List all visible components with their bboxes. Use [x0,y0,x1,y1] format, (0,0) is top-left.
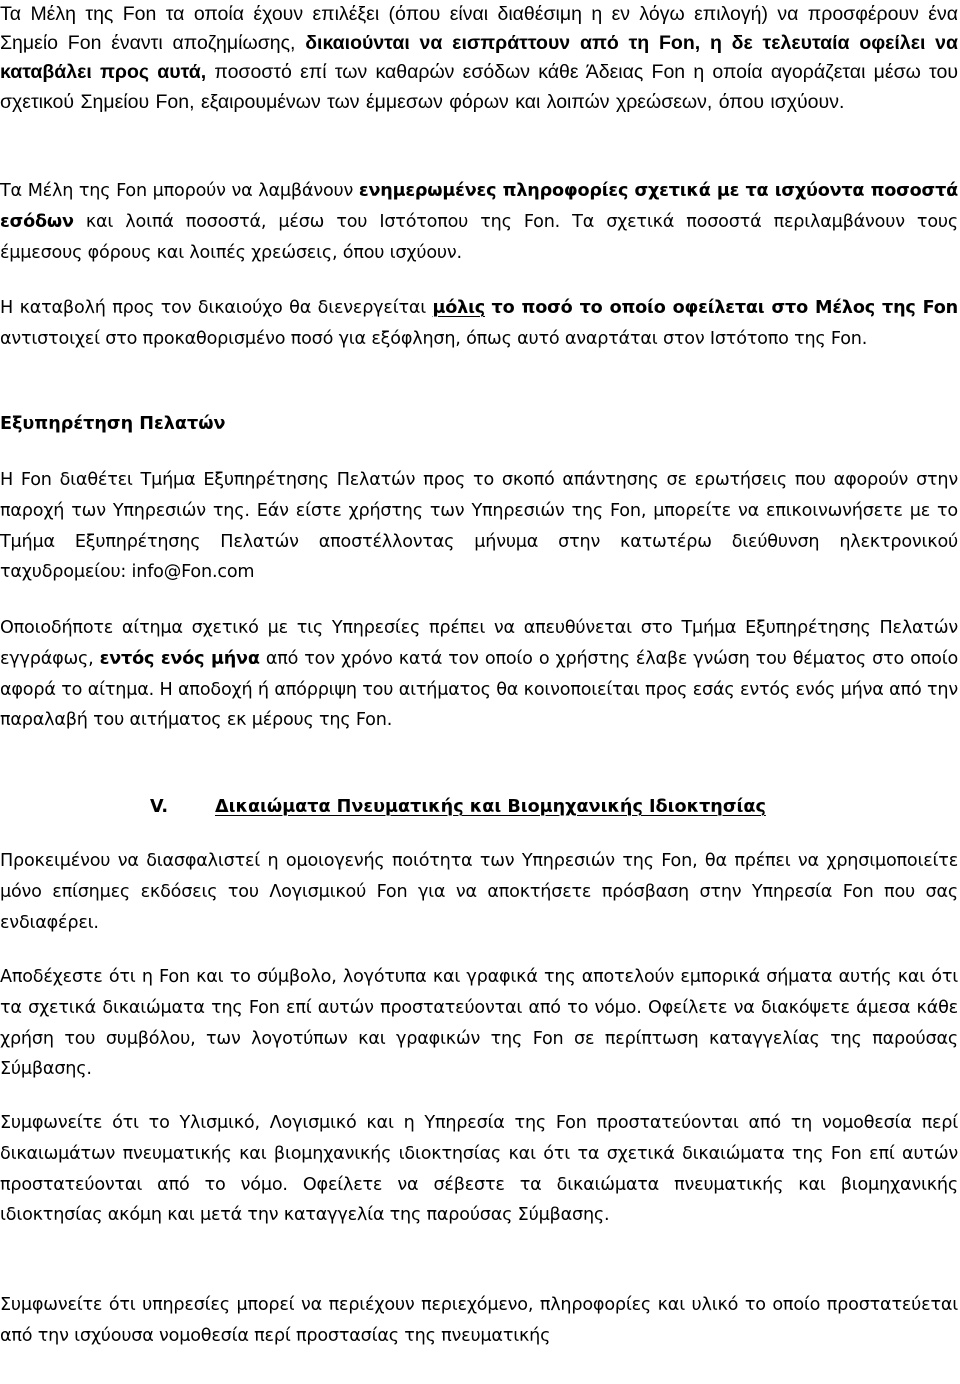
paragraph-revenue-rates [0,176,958,268]
text-span: Η καταβολή προς τον δικαιούχο θα διενεργείται [0,298,433,318]
paragraph-fon-spot-compensation [0,0,958,117]
paragraph-payment-terms [0,293,958,355]
text-span: Τα Μέλη της Fon μπορούν να λαμβάνουν [0,181,359,201]
paragraph-customer-service-contact [0,465,958,588]
text-span: Προκειμένου να διασφαλιστεί η ομοιογενής ποιότητα των Υπηρεσιών της Fon, θα πρέπει να χρησιμοποιείτε μόνο επίσημες εκδόσεις του Λογισμικού Fon για να αποκτήσετε πρόσβαση στην Υπηρεσία Fon που σας ενδιαφέρει. [0,851,958,933]
text-span: Τα Μέλη της Fon τα οποία έχουν επιλέξει (όπου είναι διαθέσιμη η εν λόγω επιλογή) να προσφέρουν ένα Σημείο Fon έναντι αποζημίωσης, [0,3,958,55]
section-heading-ip-rights [0,791,958,823]
bold-text-span: το ποσό το οποίο οφείλεται στο Μέλος της Fon [491,298,958,318]
paragraph-content-protection [0,1290,958,1352]
bold-text-span: ενημερωμένες πληροφορίες σχετικά με τα ισχύοντα ποσοστά εσόδων [0,181,958,232]
paragraph-trademarks [0,962,958,1085]
text-span: Η Fon διαθέτει Τμήμα Εξυπηρέτησης Πελατών προς το σκοπό απάντησης σε ερωτήσεις που αφορούν στην παροχή των Υπηρεσιών της. Εάν είστε χρήστης των Υπηρεσιών της Fon, μπορείτε να επικοινωνήσετε με το Τμήμα Εξυπηρέτησης Πελατών αποστέλλοντας μήνυμα στην κατωτέρω διεύθυνση ηλεκτρονικού ταχυδρομείου: info@Fon.com [0,470,958,583]
section-number: V. [150,797,169,817]
paragraph-request-deadline [0,613,958,736]
section-title: Δικαιώματα Πνευματικής και Βιομηχανικής Ιδιοκτησίας [215,797,766,817]
text-span: Οποιοδήποτε αίτημα σχετικό με τις Υπηρεσίες πρέπει να απευθύνεται στο Τμήμα Εξυπηρέτησης Πελατών εγγράφως, [0,618,958,669]
text-span: Συμφωνείτε ότι το Υλισμικό, Λογισμικό και η Υπηρεσία της Fon προστατεύονται από τη νομοθεσία περί δικαιωμάτων πνευματικής και βιομηχανικής ιδιοκτησίας και ότι τα σχετικά δικαιώματα της Fon επί αυτών προστατεύονται από το νόμο. Οφείλετε να σέβεστε τα δικαιώματα πνευματικής και βιομηχανικής ιδιοκτησίας ακόμη και μετά την καταγγελία της παρούσας Σύμβασης. [0,1113,958,1226]
text-span: από τον χρόνο κατά τον οποίο ο χρήστης έλαβε γνώση του θέματος στο οποίο αφορά το αίτημα. Η αποδοχή ή απόρριψη του αιτήματος θα κοινοποιείται προς εσάς εντός ενός μήνα από την παραλαβή του αιτήματος εκ μέρους της Fon. [0,648,958,731]
bold-underlined-text-span: μόλις [432,298,485,318]
text-span: Συμφωνείτε ότι υπηρεσίες μπορεί να περιέχουν περιεχόμενο, πληροφορίες και υλικό το οποίο προστατεύεται από την ισχύουσα νομοθεσία περί προστασίας της πνευματικής [0,1295,958,1346]
text-span: ποσοστό επί των καθαρών εσόδων κάθε Άδειας Fon η οποία αγοράζεται μέσω του σχετικού Σημείου Fon, εξαιρουμένων των έμμεσων φόρων και λοιπών χρεώσεων, όπου ισχύουν. [0,61,958,113]
text-span: και λοιπά ποσοστά, μέσω του Ιστότοπου της Fon. Τα σχετικά ποσοστά περιλαμβάνουν τους έμμεσους φόρους και λοιπές χρεώσεις, όπου ισχύουν. [0,211,958,263]
text-span: αντιστοιχεί στο προκαθορισμένο ποσό για εξόφληση, όπως αυτό αναρτάται στον Ιστότοπο της Fon. [0,328,868,349]
bold-text-span: εντός ενός μήνα [99,648,260,669]
heading-customer-service: Εξυπηρέτηση Πελατών [0,414,226,434]
text-span: Αποδέχεστε ότι η Fon και το σύμβολο, λογότυπα και γραφικά της αποτελούν εμπορικά σήματα αυτής και ότι τα σχετικά δικαιώματα της Fon επί αυτών προστατεύονται από το νόμο. Οφείλετε να διακόψετε άμεσα κάθε χρήση του συμβόλου, των λογοτύπων και γραφικών της Fon σε περίπτωση καταγγελίας της παρούσας Σύμβασης. [0,967,958,1080]
paragraph-ip-protection [0,1108,958,1231]
bold-text-span: δικαιούνται να εισπράττουν από τη Fon, η δε τελευταία οφείλει να καταβάλει προς αυτά, [0,32,958,84]
paragraph-official-software [0,846,958,938]
